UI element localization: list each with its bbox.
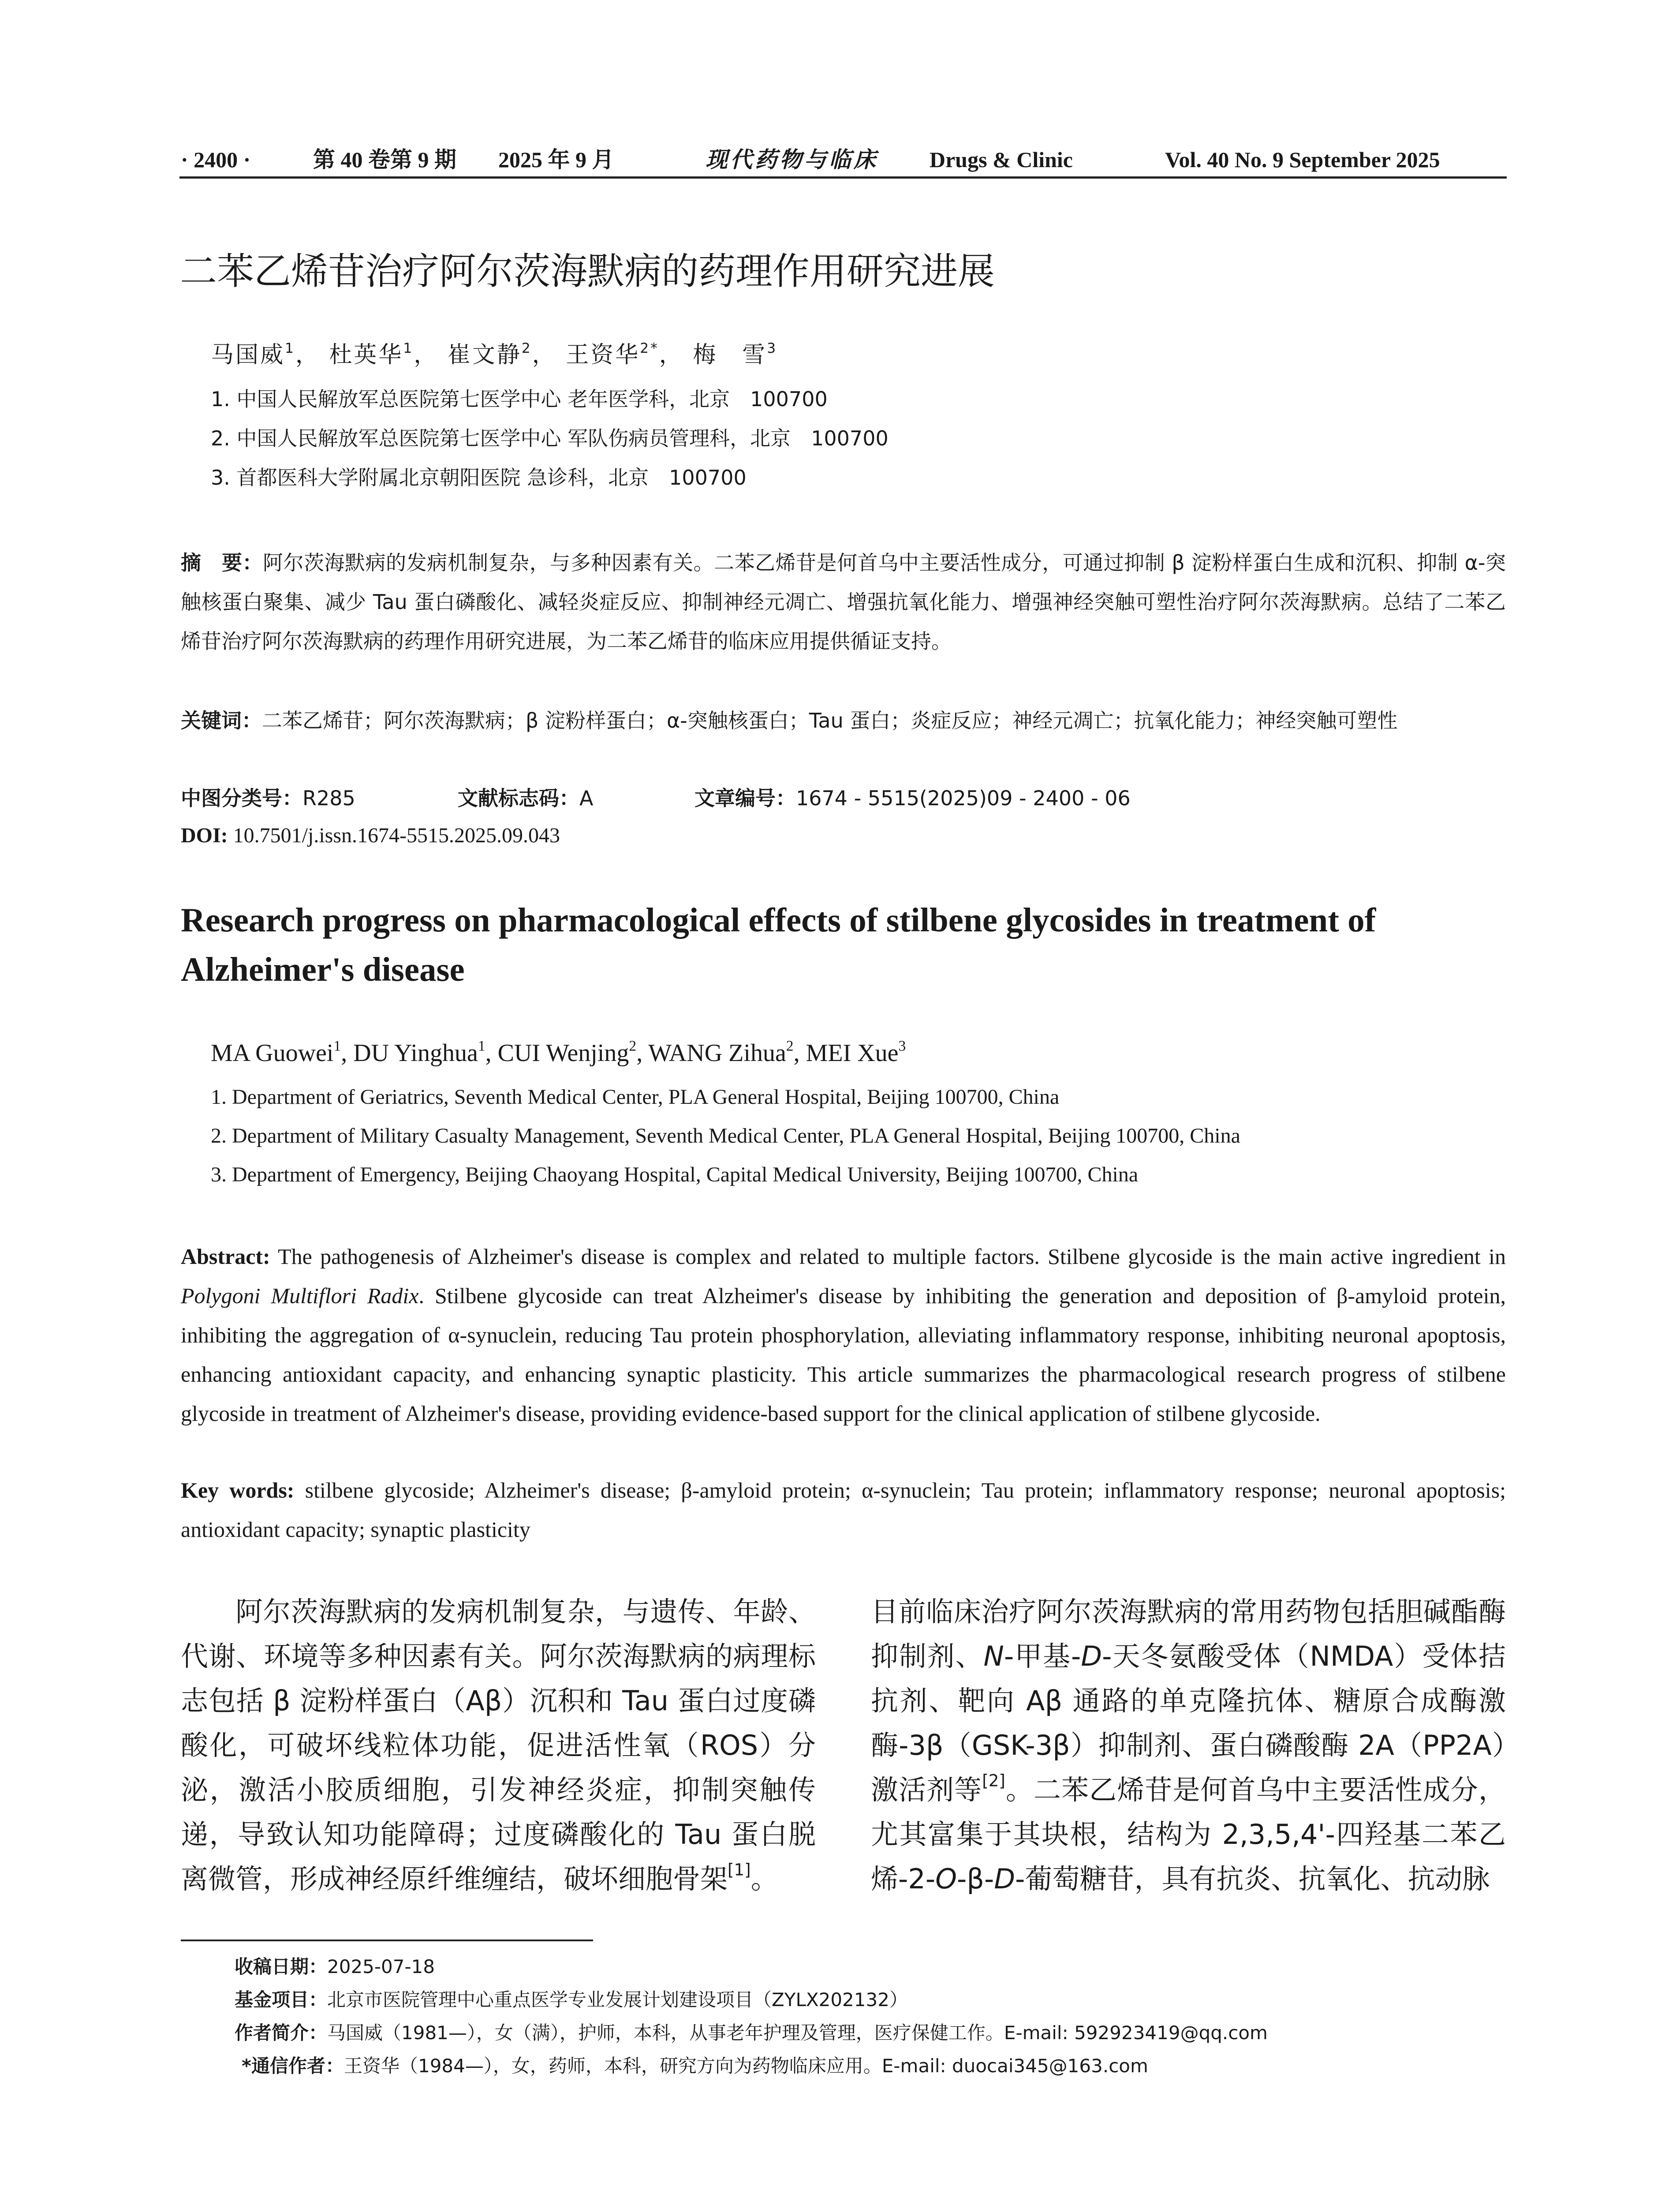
page-number: · 2400 ·: [181, 147, 251, 172]
body-column-right: [871, 1589, 1506, 1901]
cn-author-separator: ，: [295, 342, 320, 368]
en-abstract: [181, 1237, 1506, 1433]
cn-author-affil: 1: [285, 340, 295, 357]
volume-issue-cn: 第 40 卷第 9 期: [313, 147, 456, 172]
volume-issue-en: Vol. 40 No. 9 September 2025: [1165, 147, 1440, 172]
cn-keywords-text: 二苯乙烯苷；阿尔茨海默病；β 淀粉样蛋白；α-突触核蛋白；Tau 蛋白；炎症反应；神经元凋亡；抗氧化能力；神经突触可塑性: [262, 709, 1398, 733]
en-author: MA Guowei: [211, 1039, 334, 1067]
body-right-text: -甲基-: [1004, 1640, 1081, 1672]
cn-author-affil: 3: [767, 340, 778, 357]
cn-author-separator: ，: [414, 342, 439, 368]
journal-name-cn: 现代药物与临床: [706, 147, 878, 172]
en-author-affil: 1: [333, 1038, 341, 1054]
article-no-value: 1674 - 5515(2025)09 - 2400 - 06: [796, 786, 1131, 810]
en-author: MEI Xue: [806, 1039, 899, 1067]
en-author-affil: 2: [786, 1038, 794, 1054]
en-abstract-species: Polygoni Multiflori Radix: [181, 1283, 419, 1308]
running-header: [181, 142, 1504, 177]
cn-affiliation-1: 1. 中国人民解放军总医院第七医学中心 老年医学科，北京 100700: [211, 387, 828, 411]
citation-ref: [2]: [982, 1771, 1005, 1790]
en-author: WANG Zihua: [648, 1039, 786, 1067]
en-author-list: [211, 1035, 906, 1071]
cn-abstract-text: 阿尔茨海默病的发病机制复杂，与多种因素有关。二苯乙烯苷是何首乌中主要活性成分，可通过抑制 β 淀粉样蛋白生成和沉积、抑制 α-突触核蛋白聚集、减少 Tau 蛋白磷酸化、减轻炎症反应、抑制神经元凋亡、增强抗氧化能力、增强神经突触可塑性治疗阿尔茨海默病。总结了二苯乙烯苷治疗阿尔茨海默病的药理作用研究进展，为二苯乙烯苷的临床应用提供循证支持。: [181, 551, 1506, 653]
footnote-label: *通信作者：: [242, 2055, 344, 2077]
en-affiliation-3: 3. Department of Emergency, Beijing Chaoyang Hospital, Capital Medical University, Beijing 100700, China: [211, 1163, 1139, 1186]
en-author-separator: ,: [636, 1039, 649, 1067]
cn-author-separator: ，: [532, 342, 557, 368]
footnote-received: [235, 1954, 435, 1980]
body-right-text: -天冬氨酸受体（NMDA）受体拮抗剂、靶向 Aβ 通路的单克隆抗体、糖原合成酶激酶-3β（GSK-3β）抑制剂、蛋白磷酸酶 2A（PP2A）激活剂等: [871, 1640, 1506, 1806]
en-affiliation-2: 2. Department of Military Casualty Management, Seventh Medical Center, PLA General Hospital, Beijing 100700, China: [211, 1124, 1240, 1147]
cn-keywords-label: 关键词：: [181, 709, 262, 733]
en-author-affil: 2: [629, 1038, 637, 1054]
cn-author: 梅 雪: [693, 342, 767, 368]
footnote-correspondence: [242, 2053, 1148, 2079]
en-title: Research progress on pharmacological effects of stilbene glycosides in treatment of Alzheimer's disease: [181, 901, 1376, 988]
en-keywords-text: stilbene glycoside; Alzheimer's disease; β-amyloid protein; α-synuclein; Tau protein; inflammatory response; neuronal apoptosis; antioxidant capacity; synaptic plasticity: [181, 1478, 1506, 1542]
footnote-funding: [235, 1987, 908, 2013]
body-right-text: -葡萄糖苷，具有抗炎、抗氧化、抗动脉: [1015, 1863, 1490, 1895]
cn-author-separator: ，: [659, 342, 684, 368]
en-abstract-text-a: The pathogenesis of Alzheimer's disease is complex and related to multiple factors. Stilbene glycoside is the main active ingredient in: [278, 1244, 1506, 1269]
body-left-text: 阿尔茨海默病的发病机制复杂，与遗传、年龄、代谢、环境等多种因素有关。阿尔茨海默病的病理标志包括 β 淀粉样蛋白（Aβ）沉积和 Tau 蛋白过度磷酸化，可破坏线粒体功能，促进活性氧（ROS）分泌，激活小胶质细胞，引发神经炎症，抑制突触传递，导致认知功能障碍；过度磷酸化的 Tau 蛋白脱离微管，形成神经原纤维缠结，破坏细胞骨架: [181, 1596, 816, 1895]
en-affiliation-1: 1. Department of Geriatrics, Seventh Medical Center, PLA General Hospital, Beijing 100700, China: [211, 1085, 1060, 1109]
cn-affiliation-3: 3. 首都医科大学附属北京朝阳医院 急诊科，北京 100700: [211, 466, 747, 490]
footnote-label: 收稿日期：: [235, 1956, 328, 1977]
cn-keywords: [181, 701, 1506, 740]
doi-label: DOI:: [181, 824, 228, 847]
body-right-italic: O: [935, 1863, 957, 1895]
en-abstract-text-b: . Stilbene glycoside can treat Alzheimer's disease by inhibiting the generation and deposition of β-amyloid protein, inhibiting the aggregation of α-synuclein, reducing Tau protein phosphorylation, alleviating inflammatory response, inhibiting neuronal apoptosis, enhancing antioxidant capacity, and enhancing synaptic plasticity. This article summarizes the pharmacological research progress of stilbene glycoside in treatment of Alzheimer's disease, providing evidence-based support for the clinical application of stilbene glycoside.: [181, 1283, 1506, 1426]
en-author-affil: 3: [898, 1038, 906, 1054]
body-left-end: 。: [750, 1863, 778, 1895]
journal-name-en: Drugs & Clinic: [930, 147, 1073, 172]
doi-line: [181, 818, 560, 853]
cn-author: 杜英华: [329, 342, 403, 368]
en-author-separator: ,: [341, 1039, 354, 1067]
en-author: DU Yinghua: [353, 1039, 478, 1067]
en-keywords-label: Key words:: [181, 1478, 295, 1502]
cn-author: 马国威: [211, 342, 285, 368]
footnote-text: 马国威（1981—），女（满），护师，本科，从事老年护理及管理，医疗保健工作。E-mail: 592923419@qq.com: [327, 2022, 1268, 2044]
footnote-author-bio: [235, 2020, 1268, 2046]
body-right-italic: D: [1081, 1640, 1102, 1672]
en-abstract-label: Abstract:: [181, 1244, 270, 1269]
doi-value: 10.7501/j.issn.1674-5515.2025.09.043: [233, 824, 560, 847]
cn-abstract-label: 摘 要：: [181, 551, 263, 575]
clc-value: R285: [302, 786, 355, 810]
clc-label: 中图分类号：: [181, 786, 302, 810]
cn-author-affil: 2*: [640, 340, 659, 357]
footnote-label: 基金项目：: [235, 1989, 328, 2011]
footnote-rule: [181, 1940, 593, 1941]
header-rule: [179, 176, 1507, 179]
cn-affiliation-2: 2. 中国人民解放军总医院第七医学中心 军队伤病员管理科，北京 100700: [211, 426, 889, 450]
footnote-label: 作者简介：: [235, 2022, 328, 2044]
footnote-text: 王资华（1984—），女，药师，本科，研究方向为药物临床应用。E-mail: duocai345@163.com: [343, 2055, 1148, 2077]
body-right-text: 。二苯乙烯苷是何首乌中主要活性成分，尤其富集于其块根，结构为 2,3,5,4'-四羟基二苯乙烯-2-: [871, 1774, 1506, 1895]
cn-author-list: [211, 340, 777, 370]
en-keywords: [181, 1471, 1506, 1549]
body-right-text: -β-: [957, 1863, 994, 1895]
cn-author: 王资华: [566, 342, 640, 368]
body-right-italic: D: [994, 1863, 1015, 1895]
en-author-separator: ,: [485, 1039, 498, 1067]
cn-title: 二苯乙烯苷治疗阿尔茨海默病的药理作用研究进展: [180, 250, 995, 293]
body-right-text: 目前临床治疗阿尔茨海默病的常用药物包括胆碱酯酶抑制剂、: [871, 1596, 1506, 1672]
en-author: CUI Wenjing: [497, 1039, 629, 1067]
cn-classification: [181, 781, 1504, 816]
cn-abstract: [181, 543, 1506, 661]
date-cn: 2025 年 9 月: [498, 147, 614, 172]
body-column-left: [181, 1589, 816, 1901]
en-author-separator: ,: [793, 1039, 806, 1067]
en-author-affil: 1: [478, 1038, 485, 1054]
footnote-text: 2025-07-18: [327, 1956, 435, 1977]
doc-code-label: 文献标志码：: [458, 786, 579, 810]
doc-code-value: A: [579, 786, 594, 810]
body-right-italic: N: [983, 1640, 1004, 1672]
cn-author-affil: 2: [521, 340, 532, 357]
cn-author-affil: 1: [403, 340, 414, 357]
footnote-text: 北京市医院管理中心重点医学专业发展计划建设项目（ZYLX202132）: [327, 1989, 908, 2011]
cn-author: 崔文静: [447, 342, 522, 368]
article-no-label: 文章编号：: [694, 786, 796, 810]
citation-ref: [1]: [728, 1860, 751, 1880]
